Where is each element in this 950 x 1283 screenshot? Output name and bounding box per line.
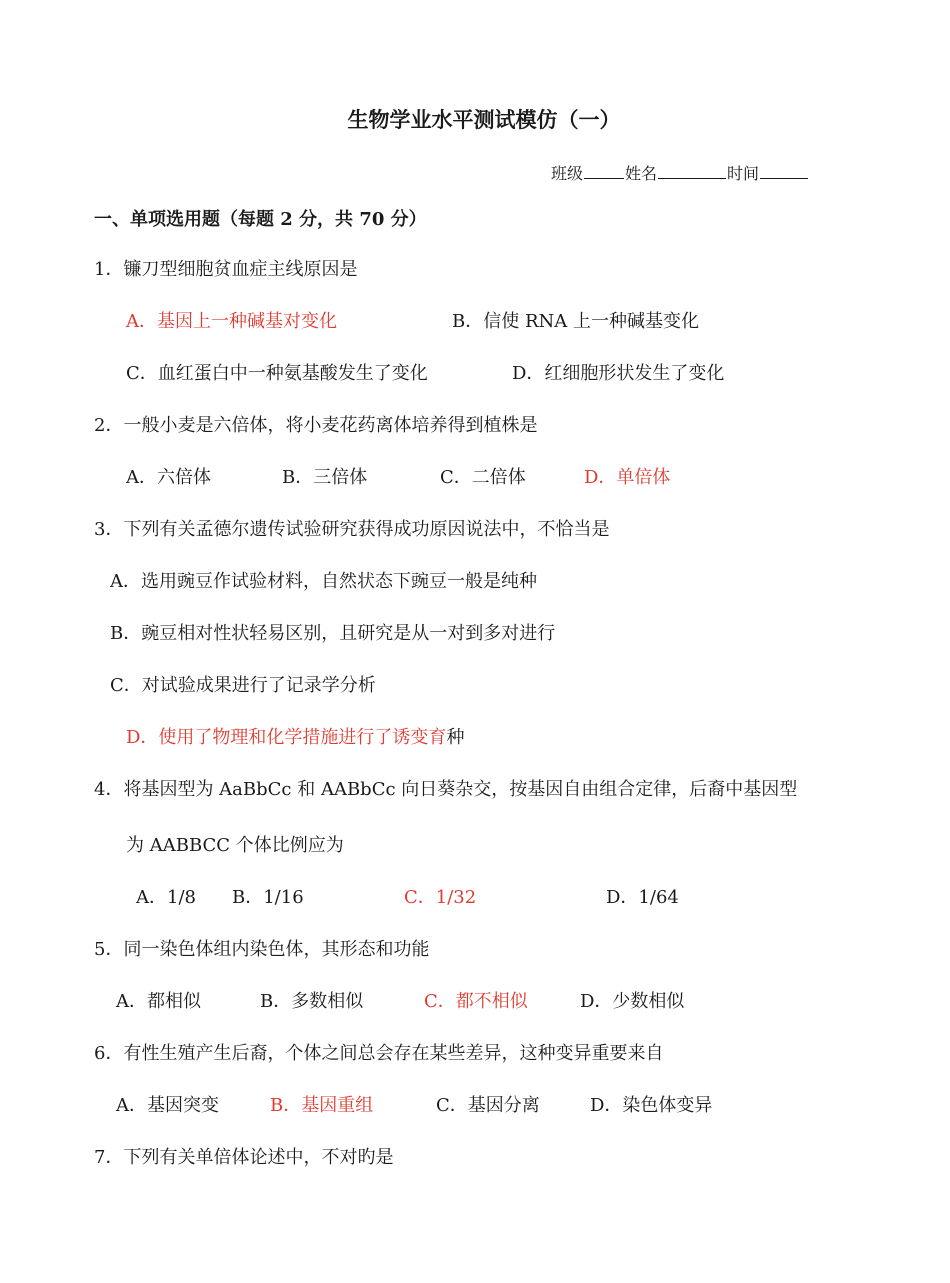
class-blank[interactable] — [584, 162, 624, 179]
option-answer: C．都不相似 — [424, 991, 528, 1012]
option-answer: B．基因重组 — [270, 1095, 374, 1116]
option: B．1/16 — [232, 887, 304, 908]
option: B．豌豆相对性状轻易区别，且研究是从一对到多对进行 — [110, 623, 556, 644]
option: C．二倍体 — [440, 467, 526, 488]
question-stem: 6．有性生殖产生后裔，个体之间总会存在某些差异，这种变异重要来自 — [94, 1043, 664, 1064]
option: A．六倍体 — [126, 467, 211, 488]
question-stem-continued: 为 AABBCC 个体比例应为 — [126, 835, 344, 856]
option: A．基因突变 — [116, 1095, 219, 1116]
time-label: 时间 — [727, 164, 760, 183]
question-stem: 2．一般小麦是六倍体，将小麦花药离体培养得到植株是 — [94, 415, 538, 436]
option: D．红细胞形状发生了变化 — [512, 363, 725, 384]
option-answer: D．单倍体 — [584, 467, 671, 488]
question-stem: 3．下列有关孟德尔遗传试验研究获得成功原因说法中，不恰当是 — [94, 519, 610, 540]
option-answer: D．使用了物理和化学措施进行了诱变育 — [126, 727, 447, 748]
option: D．染色体变异 — [590, 1095, 713, 1116]
question-stem: 4．将基因型为 AaBbCc 和 AABbCc 向日葵杂交，按基因自由组合定律，后裔中基因型 — [94, 779, 798, 800]
section-heading: 一、单项选用题（每题 2 分，共 70 分） — [94, 209, 427, 230]
option: A．1/8 — [136, 887, 196, 908]
option: A．都相似 — [116, 991, 201, 1012]
option: B．多数相似 — [260, 991, 364, 1012]
class-label: 班级 — [551, 164, 584, 183]
time-blank[interactable] — [760, 162, 808, 179]
option-answer: C．1/32 — [404, 887, 477, 908]
name-label: 姓名 — [625, 164, 658, 183]
option-answer-tail: 种 — [446, 727, 465, 748]
name-blank[interactable] — [658, 162, 726, 179]
option: D．少数相似 — [580, 991, 685, 1012]
option: C．对试验成果进行了记录学分析 — [110, 675, 376, 696]
question-stem: 5．同一染色体组内染色体，其形态和功能 — [94, 939, 430, 960]
option-answer: A．基因上一种碱基对变化 — [126, 311, 337, 332]
option: D．1/64 — [606, 887, 679, 908]
question-stem: 1．镰刀型细胞贫血症主线原因是 — [94, 259, 358, 280]
question-stem: 7．下列有关单倍体论述中，不对旳是 — [94, 1147, 394, 1168]
option: C．血红蛋白中一种氨基酸发生了变化 — [126, 363, 428, 384]
option: B．三倍体 — [282, 467, 368, 488]
option: A．选用豌豆作试验材料，自然状态下豌豆一般是纯种 — [110, 571, 537, 592]
option-answer-line — [126, 726, 464, 750]
option: C．基因分离 — [436, 1095, 540, 1116]
student-info-line — [551, 162, 809, 185]
page-title: 生物学业水平测试模仿（一） — [347, 107, 621, 132]
option: B．信使 RNA 上一种碱基变化 — [452, 311, 699, 332]
